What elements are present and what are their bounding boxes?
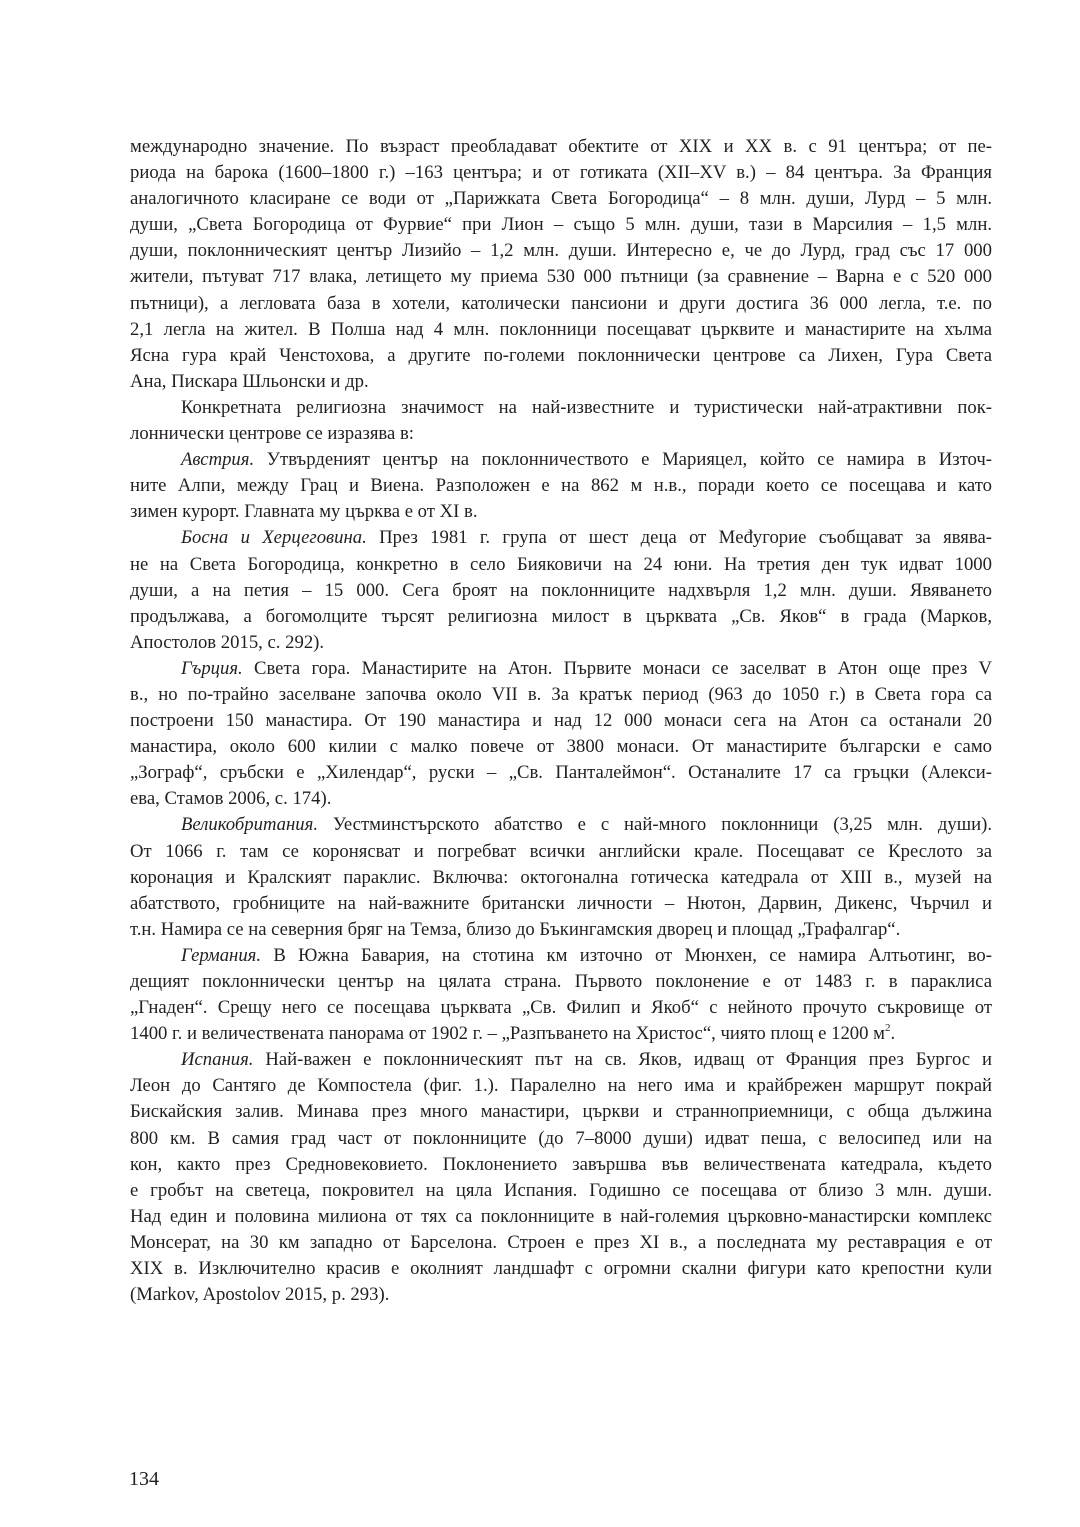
text-line: продължава, а богомолците търсят религиозна милост в църквата „Св. Яков“ в града (Марков,: [130, 605, 992, 627]
text-line: „Зограф“, сръбски е „Хилендар“, руски – „Св. Панталеймон“. Останалите 17 са гръцки (Алекси-: [130, 762, 992, 784]
text-run: През 1981 г. група от шест деца от Međугорие съобщават за явява-: [366, 527, 992, 549]
country-heading-austria: Австрия.: [181, 449, 255, 471]
country-heading-great-britain: Великобритания.: [181, 814, 318, 836]
text-run: 1400 г. и величествената панорама от 1902 г. – „Разпъването на Христос“, чиято площ е 1200 м: [130, 1023, 885, 1045]
text-line: [130, 943, 992, 969]
paragraph-bosnia: [130, 525, 992, 655]
paragraph-great-britain: [130, 812, 992, 942]
country-heading-greece: Гърция.: [181, 657, 243, 679]
text-line: международно значение. По възраст преобладават обектите от XIX и XX в. с 91 центъра; от пе-: [130, 136, 992, 157]
text-line: Леон до Сантяго де Компостела (фиг. 1.). Паралелно на него има и крайбрежен маршрут покрай: [130, 1075, 992, 1097]
text-line: лоннически центрове се изразява в:: [130, 423, 414, 445]
text-line: ните Алпи, между Грац и Виена. Разположен е на 862 м н.в., поради което се посещава и като: [130, 475, 992, 497]
text-line: [130, 812, 992, 838]
text-run: Света гора. Манастирите на Атон. Първите монаси се заселват в Атон още през V: [242, 657, 992, 679]
text-line: аналогичното класиране се води от „Парижката Света Богородица“ – 8 млн. души, Лурд – 5 млн.: [130, 188, 992, 210]
text-line: [130, 1021, 992, 1047]
body-text: [130, 134, 992, 1308]
text-line: Конкретната религиозна значимост на най-известните и туристически най-атрактивни пок-: [181, 396, 992, 418]
text-line: пътници), а легловата база в хотели, католически пансиони и други достига 36 000 легла, т.е. по: [130, 292, 992, 314]
text-line: [130, 447, 992, 473]
text-line: ева, Стамов 2006, с. 174).: [130, 788, 332, 810]
text-line: Ясна гура край Ченстохова, а другите по-големи поклоннически центрове са Лихен, Гура Света: [130, 344, 992, 366]
text-line: От 1066 г. там се коронясват и погребват всички английски крале. Посещават се Креслото за: [130, 840, 992, 862]
text-line: в., но по-трайно заселване започва около VII в. За кратък период (963 до 1050 г.) в Света гора са: [130, 683, 992, 705]
text-line: е гробът на светеца, покровител на цяла Испания. Годишно се посещава от близо 3 млн. души.: [130, 1179, 992, 1201]
text-run: Най-важен е поклонническият път на св. Яков, идващ от Франция през Бургос и: [253, 1049, 992, 1071]
text-line: риода на барока (1600–1800 г.) –163 центъра; и от готиката (XII–XV в.) – 84 центъра. За Франция: [130, 162, 992, 184]
text-line: XIX в. Изключително красив е околният ландшафт с огромни скални фигури като крепостни кули: [130, 1258, 992, 1280]
text-line: Над един и половина милиона от тях са поклонниците в най-големия църковно-манастирски комплекс: [130, 1205, 992, 1227]
text-line: жители, пътуват 717 влака, летището му приема 530 000 пътници (за сравнение – Варна е с 520 000: [130, 266, 992, 288]
text-line: души, „Света Богородица от Фурвие“ при Лион – също 5 млн. души, тази в Марсилия – 1,5 млн.: [130, 214, 992, 236]
country-heading-spain: Испания.: [181, 1049, 254, 1071]
text-line: [130, 1047, 992, 1073]
text-line: (Markov, Apostolov 2015, p. 293).: [130, 1284, 390, 1306]
page-number: 134: [129, 1468, 159, 1490]
text-line: манастира, около 600 килии с малко повече от 3800 монаси. От манастирите български е само: [130, 736, 992, 758]
text-line: Апостолов 2015, с. 292).: [130, 631, 325, 653]
text-line: построени 150 манастира. От 190 манастира и над 12 000 монаси сега на Атон са останали 20: [130, 710, 992, 732]
text-line: не на Света Богородица, конкретно в село Бияковичи на 24 юни. На третия ден тук идват 1000: [130, 553, 992, 575]
text-line: т.н. Намира се на северния бряг на Темза, близо до Бъкингамския дворец и площад „Трафалгар“.: [130, 918, 901, 940]
country-heading-bosnia: Босна и Херцеговина.: [181, 527, 367, 549]
text-line: 800 км. В самия град част от поклонниците (до 7–8000 души) идват пеша, с велосипед или на: [130, 1127, 992, 1149]
text-line: кон, както през Средновековието. Поклонението завършва във величествената катедрала, където: [130, 1153, 992, 1175]
text-run: Утвърденият център на поклонничеството е Марияцел, който се намира в Източ-: [254, 449, 992, 471]
text-line: Бискайския залив. Минава през много манастири, църкви и странноприемници, с обща дължина: [130, 1101, 992, 1123]
text-line: коронация и Кралският параклис. Включва: октогонална готическа катедрала от XIII в., музей на: [130, 866, 992, 888]
text-run: Уестминстърското абатство е с най-много поклонници (3,25 млн. души).: [318, 814, 992, 836]
text-line: души, поклонническият център Лизийо – 1,2 млн. души. Интересно е, че до Лурд, град със 17 000: [130, 240, 992, 262]
country-heading-germany: Германия.: [181, 944, 262, 966]
text-line: дещият поклоннически център на цялата страна. Първото поклонение е от 1483 г. в параклиса: [130, 971, 992, 992]
text-line: [130, 525, 992, 551]
text-run: В Южна Бавария, на стотина км източно от Мюнхен, се намира Алтьотинг, во-: [261, 944, 992, 966]
paragraph-germany: [130, 943, 992, 1047]
text-line: абатството, гробниците на най-важните британски личности – Нютон, Дарвин, Дикенс, Чърчил и: [130, 892, 992, 914]
text-line: 2,1 легла на жител. В Полша над 4 млн. поклонници посещават църквите и манастирите на хълма: [130, 318, 992, 340]
paragraph-spain: [130, 1047, 992, 1308]
text-line: „Гнаден“. Срещу него се посещава църквата „Св. Филип и Якоб“ с нейното прочуто съкровище от: [130, 997, 992, 1019]
text-line: Ана, Пискара Шльонски и др.: [130, 370, 369, 392]
paragraph-intro-continuation: [130, 134, 992, 395]
text-run: .: [890, 1023, 896, 1045]
text-line: [130, 656, 992, 682]
paragraph-greece: [130, 656, 992, 813]
paragraph-austria: [130, 447, 992, 525]
superscript-square: 2: [885, 1022, 891, 1035]
text-line: души, а на петия – 15 000. Сега броят на поклонниците надхвърля 1,2 млн. души. Явяването: [130, 579, 992, 601]
paragraph-significance-intro: [130, 395, 992, 447]
text-line: Монсерат, на 30 км западно от Барселона. Строен е през XI в., а последната му реставрация е от: [130, 1231, 992, 1253]
text-line: зимен курорт. Главната му църква е от XI в.: [130, 501, 478, 523]
